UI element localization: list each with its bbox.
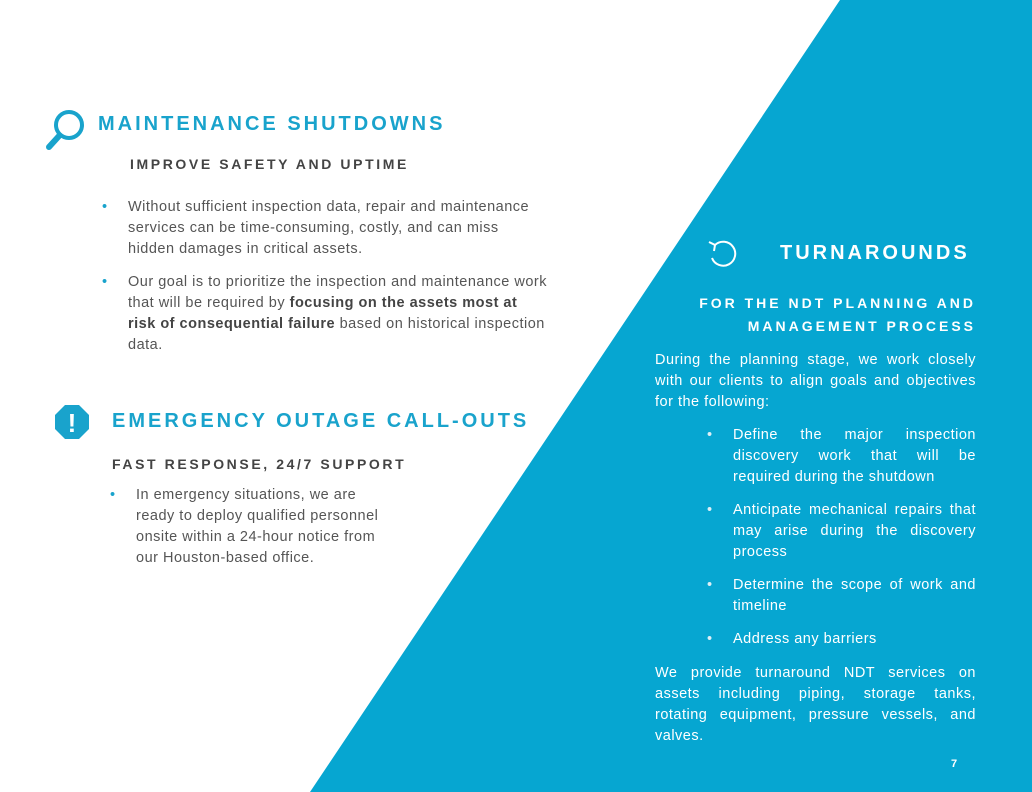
list-item: • In emergency situations, we are ready to deploy qualified personnel onsite within a 24-hour notice from our Houston-based office. — [108, 485, 393, 569]
maintenance-bullets — [100, 197, 548, 368]
subtitle-line-2: MANAGEMENT PROCESS — [747, 318, 976, 334]
emergency-title: EMERGENCY OUTAGE CALL-OUTS — [112, 410, 530, 432]
maintenance-shutdowns-title: MAINTENANCE SHUTDOWNS — [98, 113, 446, 135]
refresh-icon — [706, 238, 740, 272]
turnarounds-closing: We provide turnaround NDT services on assets including piping, storage tanks, rotating equipment, pressure vessels, and valves. — [655, 665, 976, 744]
turnarounds-intro: During the planning stage, we work closely with our clients to align goals and objectives for the following: — [655, 352, 976, 410]
turnarounds-bullets — [655, 425, 976, 662]
emergency-subtitle: FAST RESPONSE, 24/7 SUPPORT — [112, 456, 407, 472]
alert-glyph: ! — [67, 408, 77, 438]
bullet-bold-text: focusing on the assets most at risk of consequential failure — [128, 295, 518, 332]
emergency-bullets — [108, 485, 393, 581]
list-item: • Define the major inspection discovery work that will be required during the shutdown — [655, 425, 976, 488]
page-number: 7 — [951, 758, 958, 770]
maintenance-shutdowns-subtitle: IMPROVE SAFETY AND UPTIME — [130, 156, 409, 172]
bullet-text: Our goal is to prioritize the inspection and maintenance work that will be required by — [128, 274, 547, 311]
bullet-text: based on historical inspection data. — [128, 316, 545, 353]
list-item: • Determine the scope of work and timeline — [655, 575, 976, 617]
turnarounds-subtitle — [699, 292, 976, 338]
list-item: • Address any barriers — [655, 629, 976, 650]
list-item: • Without sufficient inspection data, repair and maintenance services can be time-consuming, costly, and can miss hidden damages in critical assets. — [100, 197, 548, 260]
list-item: • Anticipate mechanical repairs that may arise during the discovery process — [655, 500, 976, 563]
subtitle-line-1: FOR THE NDT PLANNING AND — [699, 295, 976, 311]
search-icon — [44, 108, 86, 152]
alert-icon — [54, 404, 90, 440]
turnarounds-title: TURNAROUNDS — [780, 242, 970, 264]
list-item — [100, 272, 548, 356]
